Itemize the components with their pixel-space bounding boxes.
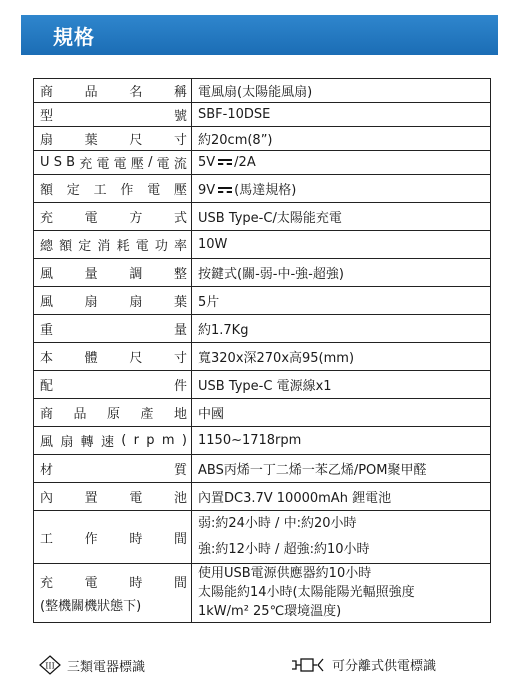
dc-symbol-icon bbox=[218, 187, 232, 194]
spec-label bbox=[34, 511, 192, 564]
class-iii-icon bbox=[39, 655, 61, 675]
label-char: 方 bbox=[129, 211, 143, 226]
label-char: 間 bbox=[173, 576, 187, 591]
label-char: 地 bbox=[173, 407, 187, 422]
label-char: 時 bbox=[129, 531, 143, 547]
label-char: ( bbox=[121, 433, 127, 448]
label-char: 配 bbox=[40, 379, 54, 394]
label-char: 尺 bbox=[129, 351, 143, 366]
label-char: 葉 bbox=[84, 133, 98, 148]
spec-label-text bbox=[40, 263, 187, 282]
spec-label-text bbox=[40, 487, 187, 506]
label-char: 本 bbox=[40, 351, 54, 366]
label-char: U bbox=[40, 155, 50, 170]
label-char: 充 bbox=[79, 157, 93, 172]
spec-value: 按鍵式(關-弱-中-強-超強) bbox=[192, 259, 491, 287]
spec-value: 9V (馬達規格) bbox=[192, 175, 491, 203]
label-char: 式 bbox=[173, 211, 187, 226]
label-char: / bbox=[148, 155, 153, 170]
label-char: 名 bbox=[129, 85, 143, 100]
label-char: B bbox=[66, 155, 76, 170]
spec-value: USB Type-C/太陽能充電 bbox=[192, 203, 491, 231]
detachable-power-icon bbox=[290, 657, 326, 673]
label-char: 電 bbox=[84, 211, 98, 226]
label-char: 型 bbox=[40, 109, 54, 124]
label-char: 額 bbox=[40, 183, 54, 198]
table-row bbox=[34, 259, 491, 287]
spec-label-text bbox=[40, 129, 187, 148]
spec-label-text bbox=[40, 105, 187, 124]
label-char: 號 bbox=[173, 109, 187, 124]
spec-label bbox=[34, 175, 192, 203]
label-char: 內 bbox=[40, 491, 54, 506]
label-char: 壓 bbox=[173, 183, 187, 198]
footer bbox=[33, 653, 491, 677]
svg-text:III: III bbox=[45, 661, 55, 671]
label-char: r bbox=[133, 433, 139, 448]
spec-label bbox=[34, 259, 192, 287]
label-char: 扇 bbox=[60, 435, 74, 450]
spec-label bbox=[34, 399, 192, 427]
spec-label-text bbox=[40, 375, 187, 394]
spec-label bbox=[34, 203, 192, 231]
label-char: 扇 bbox=[84, 295, 98, 310]
table-row bbox=[34, 287, 491, 315]
label-char: 品 bbox=[73, 407, 87, 422]
spec-label bbox=[34, 315, 192, 343]
spec-label bbox=[34, 151, 192, 175]
label-char: 電 bbox=[129, 491, 143, 506]
label-char: 寸 bbox=[173, 133, 187, 148]
label-char: 耗 bbox=[116, 239, 130, 254]
table-row bbox=[34, 455, 491, 483]
label-char: 原 bbox=[106, 407, 120, 422]
spec-label bbox=[34, 564, 192, 623]
label-char: 風 bbox=[40, 295, 54, 310]
spec-label-text bbox=[40, 459, 187, 478]
spec-label-text bbox=[40, 319, 187, 338]
spec-value: USB Type-C 電源線x1 bbox=[192, 371, 491, 399]
table-row bbox=[34, 371, 491, 399]
label-char: 品 bbox=[84, 85, 98, 100]
spec-label bbox=[34, 287, 192, 315]
label-char: 消 bbox=[97, 239, 111, 254]
label-char: 稱 bbox=[173, 85, 187, 100]
table-row bbox=[34, 511, 491, 564]
label-char: 充 bbox=[40, 576, 54, 591]
spec-label bbox=[34, 483, 192, 511]
label-char: 作 bbox=[84, 531, 98, 547]
detachable-power-label: 可分離式供電標識 bbox=[290, 655, 436, 674]
label-char: 電 bbox=[96, 157, 110, 172]
label-char: 風 bbox=[40, 435, 54, 450]
spec-label-text bbox=[40, 179, 187, 198]
label-char: 件 bbox=[173, 379, 187, 394]
spec-label bbox=[34, 455, 192, 483]
label-char: 調 bbox=[129, 267, 143, 282]
header-banner bbox=[21, 15, 498, 55]
spec-label bbox=[34, 103, 192, 127]
table-row bbox=[34, 231, 491, 259]
table-row bbox=[34, 399, 491, 427]
label-char: 扇 bbox=[40, 133, 54, 148]
table-row bbox=[34, 315, 491, 343]
spec-label bbox=[34, 343, 192, 371]
label-char: 重 bbox=[40, 323, 54, 338]
spec-value: 約20cm(8”) bbox=[192, 127, 491, 151]
page-title: 規格 bbox=[53, 25, 95, 49]
label-char: 時 bbox=[129, 576, 143, 591]
label-char: 寸 bbox=[173, 351, 187, 366]
spec-value: SBF-10DSE bbox=[192, 103, 491, 127]
spec-label bbox=[34, 127, 192, 151]
label-char: 作 bbox=[120, 183, 134, 198]
table-row bbox=[34, 151, 491, 175]
table-row bbox=[34, 175, 491, 203]
spec-label-text bbox=[40, 81, 187, 100]
label-char: 材 bbox=[40, 463, 54, 478]
label-char: 充 bbox=[40, 211, 54, 226]
spec-value: 10W bbox=[192, 231, 491, 259]
label-char: 電 bbox=[147, 183, 161, 198]
spec-table bbox=[33, 78, 491, 623]
spec-label bbox=[34, 427, 192, 455]
label-char: 置 bbox=[84, 491, 98, 506]
label-char: 額 bbox=[59, 239, 73, 254]
table-row bbox=[34, 127, 491, 151]
label-char: 體 bbox=[84, 351, 98, 366]
table-row bbox=[34, 343, 491, 371]
spec-value: 約1.7Kg bbox=[192, 315, 491, 343]
label-char: p bbox=[146, 433, 155, 448]
spec-label-text bbox=[40, 403, 187, 422]
label-char: 量 bbox=[173, 323, 187, 338]
spec-label-text bbox=[40, 153, 187, 172]
label-char: 工 bbox=[93, 183, 107, 198]
spec-value: ABS丙烯一丁二烯一苯乙烯/POM聚甲醛 bbox=[192, 455, 491, 483]
table-row bbox=[34, 203, 491, 231]
label-char: 工 bbox=[40, 531, 54, 547]
spec-label bbox=[34, 79, 192, 103]
label-char: ) bbox=[181, 433, 187, 448]
label-char: S bbox=[53, 155, 62, 170]
label-char: 風 bbox=[40, 267, 54, 282]
table-row bbox=[34, 427, 491, 455]
label-char: 整 bbox=[173, 267, 187, 282]
label-char: 間 bbox=[173, 531, 187, 547]
label-char: 池 bbox=[173, 491, 187, 506]
spec-label-text bbox=[40, 431, 187, 450]
label-char: 轉 bbox=[80, 435, 94, 450]
label-char: 定 bbox=[66, 183, 80, 198]
spec-label bbox=[34, 231, 192, 259]
label-char: 電 bbox=[113, 157, 127, 172]
label-char: 電 bbox=[156, 157, 170, 172]
spec-value: 使用USB電源供應器約10小時 太陽能約14小時(太陽能陽光輻照強度 1kW/m² 25℃環境溫度) bbox=[192, 564, 491, 623]
table-row bbox=[34, 79, 491, 103]
spec-value: 5V /2A bbox=[192, 151, 491, 175]
spec-label-note: (整機關機狀態下) bbox=[40, 599, 142, 614]
spec-label-text bbox=[40, 347, 187, 366]
dc-symbol-icon bbox=[218, 159, 232, 166]
spec-value: 弱:約24小時 / 中:約20小時 強:約12小時 / 超強:約10小時 bbox=[192, 511, 491, 564]
spec-value: 寬320x深270x高95(mm) bbox=[192, 343, 491, 371]
class-iii-label: III 三類電器標識 bbox=[39, 655, 145, 675]
spec-label-text bbox=[40, 207, 187, 226]
spec-label-text bbox=[40, 572, 187, 591]
label-char: 速 bbox=[100, 435, 114, 450]
spec-value: 電風扇(太陽能風扇) bbox=[192, 79, 491, 103]
spec-label bbox=[34, 371, 192, 399]
label-char: 流 bbox=[173, 157, 187, 172]
label-char: 商 bbox=[40, 407, 54, 422]
spec-label-text bbox=[40, 291, 187, 310]
spec-label-text bbox=[40, 528, 187, 547]
label-char: 總 bbox=[40, 239, 54, 254]
label-char: 壓 bbox=[130, 157, 144, 172]
label-char: 尺 bbox=[129, 133, 143, 148]
label-char: 定 bbox=[78, 239, 92, 254]
table-row bbox=[34, 103, 491, 127]
label-char: 產 bbox=[140, 407, 154, 422]
label-char: 率 bbox=[173, 239, 187, 254]
label-char: m bbox=[161, 433, 175, 448]
table-row bbox=[34, 483, 491, 511]
spec-label-text bbox=[40, 235, 187, 254]
table-row bbox=[34, 564, 491, 623]
label-char: 電 bbox=[84, 576, 98, 591]
label-char: 功 bbox=[154, 239, 168, 254]
label-char: 電 bbox=[135, 239, 149, 254]
label-char: 質 bbox=[173, 463, 187, 478]
label-char: 商 bbox=[40, 85, 54, 100]
spec-value: 中國 bbox=[192, 399, 491, 427]
label-char: 扇 bbox=[129, 295, 143, 310]
label-char: 量 bbox=[84, 267, 98, 282]
label-char: 葉 bbox=[173, 295, 187, 310]
spec-value: 1150~1718rpm bbox=[192, 427, 491, 455]
spec-value: 5片 bbox=[192, 287, 491, 315]
spec-value: 內置DC3.7V 10000mAh 鋰電池 bbox=[192, 483, 491, 511]
